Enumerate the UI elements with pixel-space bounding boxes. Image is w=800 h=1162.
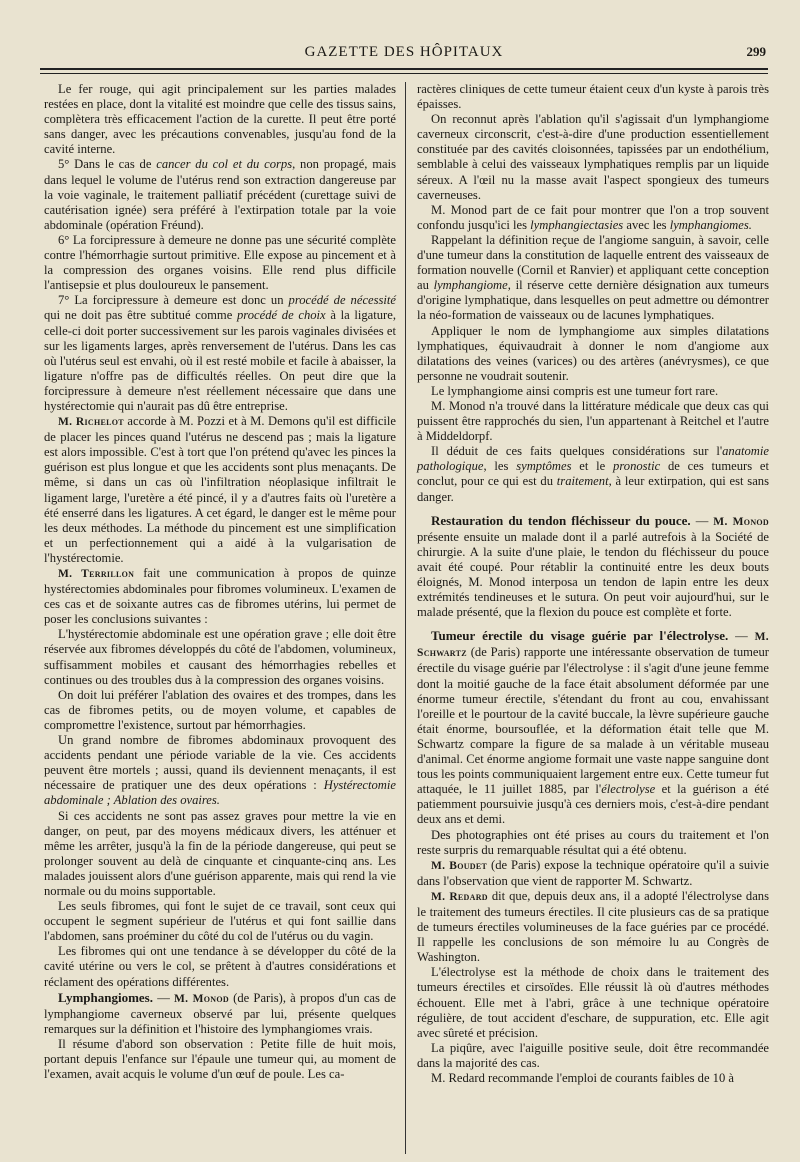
text-run: dit que, depuis deux ans, il a adopté l'électrolyse dans le traitement des tumeurs érectiles. Il cite plusieurs cas de sa pratique de tumeurs érectiles volumineuses de la face guéries par ce procédé. Il rappelle les conclusions de son mémoire lu au Congrès de Washington. — [417, 888, 769, 965]
paragraph: Le fer rouge, qui agit principalement sur les parties malades restées en place, dont la vitalité est moindre que celle des tissus sains, complètera très efficacement l'action de la curette. Il peut être porté sans danger, avec les précautions convenables, jusqu'au fond de la cavité interne. — [44, 82, 396, 157]
text-run: accorde à M. Pozzi et à M. Demons qu'il est difficile de placer les pinces quand l'utérus ne descend pas ; mais la ligature est alors impossible. C'est à tort que l'on prétend qu'avec les pinces la guérison est plus longue et que les accidents sont plus menaçants. De même, si dans un cas où l'infiltration néoplasique infiltrait le ligament large, l'uretère a été pincé, il y a d'autres faits où l'uretère a été enserré dans les ligatures. A cet égard, le danger est le même pour les deux méthodes. La méthode du pincement est une simplification et un perfectionnement qui a aidé à la vulgarisation de l'hystérectomie. — [44, 414, 396, 565]
speaker-name: M. Monod — [174, 992, 229, 1005]
text-run: et la guérison a été patiemment poursuivie jusqu'à ces derniers mois, c'est-à-dire pendant deux ans et demi. — [417, 782, 769, 827]
speaker-name: M. Terrillon — [58, 568, 135, 580]
text-run: qui ne doit pas être subtitué comme — [44, 308, 237, 323]
paragraph — [44, 414, 396, 566]
speaker-name: M. Schwartz — [417, 631, 769, 660]
paragraph — [44, 566, 396, 627]
text-run: Il déduit de ces faits quelques considérations sur l' — [431, 444, 723, 459]
paragraph: Les fibromes qui ont une tendance à se développer du côté de la cavité utérine ou vers le col, se prêtent à d'autres considérations et réclament des opérations différentes. — [44, 944, 396, 989]
text-run: , non propagé, mais dans lequel le volume de l'utérus rend son extraction dangereuse par la voie vaginale, le traitement palliatif précédent (curettage suivi de cautérisation ignée) sera préféré à l'extirpation totale par la voie abdominale (opération Fréund). — [44, 157, 397, 232]
paragraph: Appliquer le nom de lymphangiome aux simples dilatations lymphatiques, équivaudrait à donner le nom d'angiome aux dilatations des veines (varices) ou des artères (anévrysmes), ce que personne ne voudrait soutenir. — [417, 323, 769, 383]
paragraph: Si ces accidents ne sont pas assez graves pour mettre la vie en danger, on peut, par des moyens médicaux divers, les atténuer et même les arrêter, jusqu'à la fin de la période dangereuse, qui peut se prolonger souvent au delà de cinquante et cinquante-cinq ans. Les malades jouissent alors d'une guérison apparente, mais qui rend la vie normale ou du moins supportable. — [44, 808, 396, 898]
text-run: 7° La forcipressure à demeure est donc un — [58, 293, 289, 308]
section-heading: Lymphangiomes. — [58, 989, 153, 1005]
text-run: et le — [571, 459, 614, 474]
paragraph — [417, 513, 769, 621]
paragraph: 6° La forcipressure à demeure ne donne pas une sécurité complète contre l'hémorrhagie surtout primitive. Elle expose au pincement et à la compression des organes voisins. Elle rend plus difficile l'antisepsie et plus douloureux le pansement. — [44, 232, 396, 293]
paragraph: L'électrolyse est la méthode de choix dans le traitement des tumeurs érectiles et cirsoïdes. Elle réussit là où d'autres méthodes échouent. Elle met à l'abri, grâce à une technique opératoire régulière, de tout accident d'eschare, de suppuration, etc. Elle agit avec sûreté et précision. — [417, 965, 769, 1040]
page-number: 299 — [746, 44, 766, 59]
text-run: (de Paris), à propos d'un cas de lymphangiome caverneux observé par lui, présente quelques remarques sur la définition et l'histoire des lymphangiomes vrais. — [44, 990, 397, 1036]
text-run: fait une communication à propos de quinze hystérectomies abdominales pour fibromes volumineux. L'examen de ces cas et de soixante autres cas de fibromes utérins, lui permet de poser les conclusions suivantes : — [44, 566, 396, 627]
emphasis: Hystérectomie abdominale ; Ablation des ovaires. — [44, 778, 396, 808]
paragraph: Il résume d'abord son observation : Petite fille de huit mois, portant depuis l'enfance sur l'épaule une tumeur qui, au moment de l'examen, avait acquis le volume d'un œuf de poule. Les ca- — [44, 1036, 396, 1082]
emphasis: procédé de choix — [237, 308, 326, 323]
header-rule-thick — [40, 68, 768, 70]
text-run: Un grand nombre de fibromes abdominaux provoquent des accidents pendant une période variable de la vie. Ces accidents peuvent être mortels ; aussi, quand ils deviennent menaçants, il est nécessaire de pratiquer une des deux opérations : — [44, 733, 396, 793]
text-run: , les — [483, 459, 517, 474]
text-run: à la ligature, celle-ci doit porter successivement sur les parois vaginales divisées et sur les ligaments larges, après renversement de l'utérus. Dans les cas où l'utérus seul est envahi, où il est resté mobile et facile à abaisser, la ligature n'offre pas de difficultés réelles. On peut dire que la forcipressure à demeure n'est réellement nécessaire que dans une hystérectomie qui n'aurait pas dû être entreprise. — [44, 308, 396, 413]
paragraph — [417, 628, 769, 827]
paragraph — [417, 233, 769, 324]
paragraph: Le lymphangiome ainsi compris est une tumeur fort rare. — [431, 383, 719, 398]
emphasis: anatomie pathologique — [417, 444, 769, 474]
article-columns — [44, 82, 770, 1154]
paragraph: M. Redard recommande l'emploi de courants faibles de 10 à — [431, 1071, 735, 1085]
text-run: , il réserve cette dernière désignation aux tumeurs d'origine lymphatique, dans lesquelles on peut admettre ou démontrer la néo-formation de vaisseaux ou de lacunes lymphatiques. — [417, 278, 769, 323]
text-run: de ces tumeurs et conclut, pour ce qui est du — [417, 459, 769, 489]
paragraph — [44, 990, 396, 1037]
column-divider — [405, 82, 406, 1154]
speaker-name: M. Boudet — [431, 859, 488, 872]
text-run: Rappelant la définition reçue de l'angiome sanguin, à savoir, celle d'une tumeur dans la constitution de laquelle entrent des vaisseaux de formation nouvelle (Cornil et Ranvier) et appliquant cette conception au — [417, 232, 769, 293]
text-run: M. Monod part de ce fait pour montrer que l'on a trop souvent confondu jusqu'ici les — [417, 202, 769, 232]
paragraph — [44, 733, 396, 808]
speaker-name: M. Redard — [431, 890, 488, 903]
emphasis: procédé de nécessité — [288, 293, 397, 308]
section-heading: Tumeur érectile du visage guérie par l'électrolyse. — [431, 628, 729, 644]
paragraph: On reconnut après l'ablation qu'il s'agissait d'un lymphangiome caverneux circonscrit, c'est-à-dire d'une production essentiellement constituée par des cavités cloisonnées, tapissées par un endothélium, semblable à celui des vaisseaux lymphatiques remplis par un liquide séreux. A l'œil nu la masse avait l'aspect spongieux des tumeurs caverneuses. — [417, 112, 769, 202]
text-run: , à leur extirpation, qui est sans danger. — [417, 474, 769, 504]
text-run: — — [690, 513, 714, 528]
paragraph — [417, 444, 769, 504]
emphasis: cancer du col et du corps — [156, 157, 293, 172]
paragraph — [44, 293, 396, 414]
section-heading: Restauration du tendon fléchisseur du pouce. — [431, 512, 691, 528]
left-column — [44, 82, 402, 1154]
emphasis: traitement — [556, 474, 609, 489]
emphasis: pronostic — [613, 459, 661, 474]
emphasis: lymphangiome — [433, 278, 508, 293]
speaker-name: M. Monod — [713, 515, 769, 528]
text-run: — — [728, 629, 755, 644]
paragraph: M. Monod n'a trouvé dans la littérature médicale que deux cas qui puissent être rapprochés du sien, l'un appartenant à Reitchel et l'autre à Middeldorpf. — [417, 398, 769, 444]
emphasis: électrolyse — [601, 782, 656, 797]
journal-title: GAZETTE DES HÔPITAUX — [304, 44, 504, 60]
text-run: — — [153, 990, 175, 1005]
paragraph: ractères cliniques de cette tumeur étaient ceux d'un kyste à parois très épaisses. — [417, 82, 769, 112]
paragraph: Les seuls fibromes, qui font le sujet de ce travail, sont ceux qui occupent le segment supérieur de l'utérus et qui font saillie dans l'abdomen, sans proéminer du côté du col de l'utérus ou du vagin. — [44, 899, 396, 944]
paragraph: La piqûre, avec l'aiguille positive seule, doit être recommandée dans la majorité des cas. — [417, 1040, 769, 1070]
paragraph — [44, 157, 396, 232]
text-run: (de Paris) expose la technique opératoire qu'il a suivie dans l'observation que vient de rapporter M. Schwartz. — [417, 857, 769, 888]
paragraph: Des photographies ont été prises au cours du traitement et l'on reste surpris du remarquable résultat qui a été obtenu. — [417, 827, 769, 857]
right-column — [409, 82, 769, 1154]
header-rule-thin — [40, 73, 768, 74]
text-run: 5° Dans le cas de — [58, 157, 157, 172]
emphasis: lymphangiomes. — [669, 217, 752, 232]
paragraph — [417, 889, 769, 965]
text-run: avec les — [623, 217, 670, 232]
paragraph: L'hystérectomie abdominale est une opération grave ; elle doit être réservée aux fibromes développés du côté de l'abdomen, volumineux, suffisamment mobiles et causant des hémorrhagies rebelles et continues ou des troubles dus à la compression des organes voisins. — [44, 627, 396, 687]
paragraph — [417, 858, 769, 889]
emphasis: lymphangiectasies — [530, 217, 624, 232]
page-header — [40, 40, 768, 70]
speaker-name: M. Richelot — [58, 416, 124, 429]
text-run: (de Paris) rapporte une intéressante observation de tumeur érectile du visage guérie par l'électrolyse : il s'agit d'une jeune femme dont la moitié gauche de la face était absolument déformée par une énorme tumeur érectile, s'étendant du front au cou, envahissant l'oreille et le pourtour de la cavité buccale, la lèvre supérieure gauche était énorme, boursouflée, et la déformation était telle que M. Schwartz compare la figure de sa malade à un véritable museau d'animal. Cet énorme angiome formait une vaste nappe sanguine dont tous les points communiquaient largement entre eux. Cette tumeur fut attaquée, le 11 juillet 1885, par l' — [417, 645, 769, 797]
text-run: présente ensuite un malade dont il a parlé autrefois à la Société de chirurgie. A la suite d'une plaie, le tendon du fléchisseur du pouce avait été coupé. Pour rétablir la continuité entre les deux bouts éloignés, M. Monod interposa un tendon de lapin entre les deux extrémités tendineuses et le sutura. On peut voir aujourd'hui, sur le malade présenté, que la flexion du pouce est complète et forte. — [417, 529, 769, 620]
paragraph: On doit lui préférer l'ablation des ovaires et des trompes, dans les cas de fibromes petits, ou de moyen volume, et capables de compromettre l'existence, surtout par hémorrhagies. — [44, 687, 396, 732]
paragraph — [417, 203, 769, 233]
emphasis: symptômes — [516, 459, 572, 474]
